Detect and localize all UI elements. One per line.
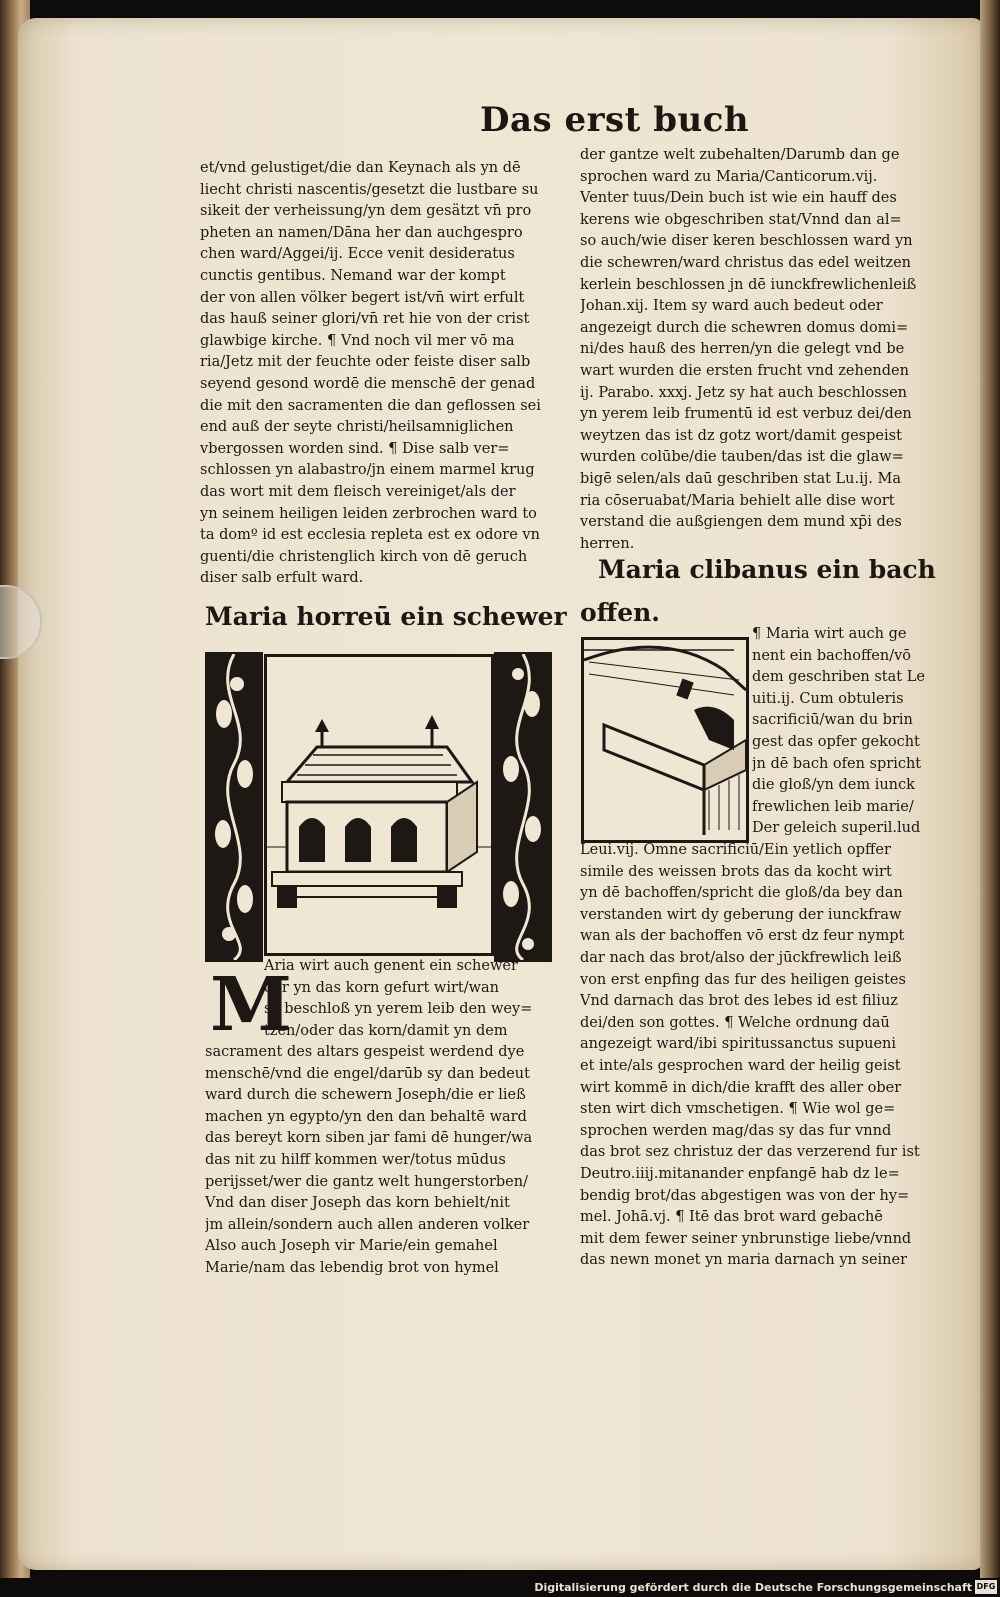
text-line: das brot sez christuz der das verzerend fur ist	[580, 1144, 920, 1161]
text-line: die mit den sacramenten die dan geflossen sei	[200, 397, 541, 414]
text-line: nent ein bachoffen/vō	[752, 647, 912, 664]
dfg-logo-icon: DFG	[975, 1580, 997, 1594]
text-line: ij. Parabo. xxxj. Jetz sy hat auch beschlossen	[580, 384, 908, 401]
decorated-initial: M	[210, 962, 292, 1048]
text-line: ward durch die schewern Joseph/die er ließ	[205, 1087, 526, 1104]
text-line: das nit zu hilff kommen wer/totus mūdus	[205, 1151, 506, 1168]
text-line: das wort mit dem fleisch vereiniget/als der	[200, 483, 516, 500]
text-line: dar yn das korn gefurt wirt/wan	[264, 979, 500, 996]
text-line: guenti/die christenglich kirch von dē geruch	[200, 548, 528, 565]
text-line: herren.	[580, 535, 635, 552]
text-line: ria/Jetz mit der feuchte oder feiste diser salb	[200, 354, 531, 371]
text-line: verstanden wirt dy geberung der iunckfraw	[580, 906, 902, 923]
text-line: Marie/nam das lebendig brot von hymel	[205, 1259, 499, 1276]
heading-maria-horreum: Maria horreū ein schewer	[205, 602, 567, 631]
text-line: sacrificiū/wan du brin	[752, 712, 913, 729]
text-line: Venter tuus/Dein buch ist wie ein hauff des	[580, 190, 897, 207]
text-line: diser salb erfult ward.	[200, 570, 364, 587]
text-line: der gantze welt zubehalten/Darumb dan ge	[580, 147, 900, 163]
text-line: yn yerem leib frumentū id est verbuz dei/den	[580, 406, 912, 423]
text-line: end auß der seyte christi/heilsamniglichen	[200, 419, 514, 436]
text-line: verstand die außgiengen dem mund xp̄i des	[580, 514, 902, 531]
text-line: jm allein/sondern auch allen anderen volker	[205, 1216, 530, 1233]
text-line: Deutro.iiij.mitanander enpfangē hab dz le=	[580, 1165, 900, 1182]
text-line: cunctis gentibus. Nemand war der kompt	[200, 267, 506, 284]
faint-folio-mark	[216, 108, 264, 132]
text-line: Vnd dan diser Joseph das korn behielt/nit	[205, 1195, 510, 1212]
text-line: Aria wirt auch genent ein schewer	[264, 958, 518, 974]
text-line: der von allen völker begert ist/vn̄ wirt erfult	[200, 289, 525, 306]
text-line: dei/den son gottes. ¶ Welche ordnung daū	[580, 1014, 890, 1031]
text-line: gest das opfer gekocht	[752, 733, 920, 750]
woodcut-granary	[264, 654, 494, 956]
heading-offen: offen.	[580, 598, 660, 627]
text-line: ria cōseruabat/Maria behielt alle dise wort	[580, 492, 895, 509]
left-column-bottom-text	[205, 1042, 557, 1280]
text-line: sprochen werden mag/das sy das fur vnnd	[580, 1122, 892, 1139]
text-line: wan als der bachoffen vō erst dz feur nympt	[580, 928, 905, 945]
text-line: bigē selen/als daū geschriben stat Lu.ij. Ma	[580, 470, 901, 487]
left-column-top-text	[200, 158, 552, 590]
ornamental-border-right	[494, 652, 552, 962]
book-edge-right	[980, 0, 1000, 1597]
text-line: frewlichen leib marie/	[752, 798, 914, 815]
text-line: kerens wie obgeschriben stat/Vnnd dan al=	[580, 211, 902, 228]
text-line: chen ward/Aggei/ij. Ecce venit desideratus	[200, 246, 515, 263]
foliage-ornament-right-icon	[496, 654, 550, 960]
text-line: das newn monet yn maria darnach yn seiner	[580, 1252, 908, 1269]
right-column-top-text	[580, 145, 932, 555]
oven-illustration-icon	[584, 640, 746, 840]
text-line: die schewren/ward christus das edel weitzen	[580, 254, 911, 271]
text-line: mel. Johā.vj. ¶ Itē das brot ward gebachē	[580, 1209, 883, 1226]
text-line: schlossen yn alabastro/jn einem marmel krug	[200, 462, 535, 479]
text-line: Der geleich superil.lud	[752, 820, 921, 837]
text-line: Vnd darnach das brot des lebes id est filiuz	[580, 993, 898, 1010]
text-line: yn seinem heiligen leiden zerbrochen ward to	[200, 505, 537, 522]
text-line: Also auch Joseph vir Marie/ein gemahel	[205, 1238, 498, 1255]
text-line: jn dē bach ofen spricht	[752, 755, 922, 772]
left-column-bottom-text-indented	[264, 956, 554, 1042]
text-line: dar nach das brot/also der jūckfrewlich leiß	[580, 949, 902, 966]
text-line: Johan.xij. Item sy ward auch bedeut oder	[580, 298, 883, 315]
text-line: ¶ Maria wirt auch ge	[752, 626, 907, 642]
ornamental-border-left	[205, 652, 263, 962]
text-line: sy beschloß yn yerem leib den wey=	[264, 1001, 533, 1018]
text-line: mit dem fewer seiner ynbrunstige liebe/vnnd	[580, 1230, 912, 1247]
text-line: simile des weissen brots das da kocht wirt	[580, 863, 892, 880]
text-line: seyend gesond wordē die menschē der genad	[200, 375, 536, 392]
text-line: et/vnd gelustiget/die dan Keynach als yn dē	[200, 160, 521, 176]
text-line: von erst enpfing das fur des heiligen geistes	[580, 971, 906, 988]
heading-maria-clibanus: Maria clibanus ein bach	[598, 555, 936, 584]
text-line: angezeigt durch die schewren domus domi=	[580, 319, 909, 336]
text-line: pheten an namen/Dāna her dan auchgespro	[200, 224, 523, 241]
text-line: sten wirt dich vmschetigen. ¶ Wie wol ge=	[580, 1101, 896, 1118]
text-line: et inte/als gesprochen ward der heilig geist	[580, 1057, 901, 1074]
text-line: machen yn egypto/yn den dan behaltē ward	[205, 1108, 527, 1125]
text-line: sprochen ward zu Maria/Canticorum.vij.	[580, 168, 878, 185]
text-line: so auch/wie diser keren beschlossen ward yn	[580, 233, 913, 250]
text-line: bendig brot/das abgestigen was von der hy=	[580, 1187, 910, 1204]
foliage-ornament-left-icon	[207, 654, 261, 960]
text-line: kerlein beschlossen jn dē iunckfrewlichenleiß	[580, 276, 917, 293]
text-line: wart wurden die ersten frucht vnd zehenden	[580, 362, 909, 379]
text-line: das bereyt korn siben jar fami dē hunger/wa	[205, 1130, 533, 1147]
text-line: yn dē bachoffen/spricht die gloß/da bey dan	[580, 885, 903, 902]
text-line: liecht christi nascentis/gesetzt die lustbare su	[200, 181, 539, 198]
text-line: uiti.ij. Cum obtuleris	[752, 690, 904, 707]
text-line: das hauß seiner glori/vn̄ ret hie von der crist	[200, 311, 530, 328]
text-line: Leui.vij. Omne sacrificiū/Ein yetlich opffer	[580, 842, 891, 858]
footer-credit: Digitalisierung gefördert durch die Deutsche Forschungsgemeinschaft	[534, 1581, 972, 1594]
text-line: wirt kommē in dich/die krafft des aller ober	[580, 1079, 902, 1096]
text-line: ta domº id est ecclesia repleta est ex odore vn	[200, 527, 540, 544]
running-head: Das erst buch	[480, 100, 750, 140]
text-line: tzen/oder das korn/damit yn dem	[264, 1022, 508, 1039]
text-line: sikeit der verheissung/yn dem gesätzt vn̄ pro	[200, 203, 532, 220]
text-line: die gloß/yn dem iunck	[752, 777, 915, 794]
text-line: angezeigt ward/ibi spiritussanctus supueni	[580, 1036, 896, 1053]
text-line: perijsset/wer die gantz welt hungerstorben/	[205, 1173, 528, 1190]
text-line: menschē/vnd die engel/darūb sy dan bedeut	[205, 1065, 530, 1082]
text-line: wurden colūbe/die tauben/das ist die glaw=	[580, 449, 904, 466]
text-line: weytzen das ist dz gotz wort/damit gespeist	[580, 427, 902, 444]
right-side-text	[752, 624, 932, 840]
text-line: ni/des hauß des herren/yn die gelegt vnd be	[580, 341, 905, 358]
text-line: glawbige kirche. ¶ Vnd noch vil mer vō ma	[200, 332, 515, 349]
granary-illustration-icon	[267, 657, 491, 953]
woodcut-oven	[581, 637, 749, 843]
text-line: dem geschriben stat Le	[752, 669, 925, 686]
right-column-bottom-text	[580, 840, 932, 1272]
text-line: sacrament des altars gespeist werdend dye	[205, 1044, 525, 1060]
text-line: vbergossen worden sind. ¶ Dise salb ver=	[200, 440, 510, 457]
